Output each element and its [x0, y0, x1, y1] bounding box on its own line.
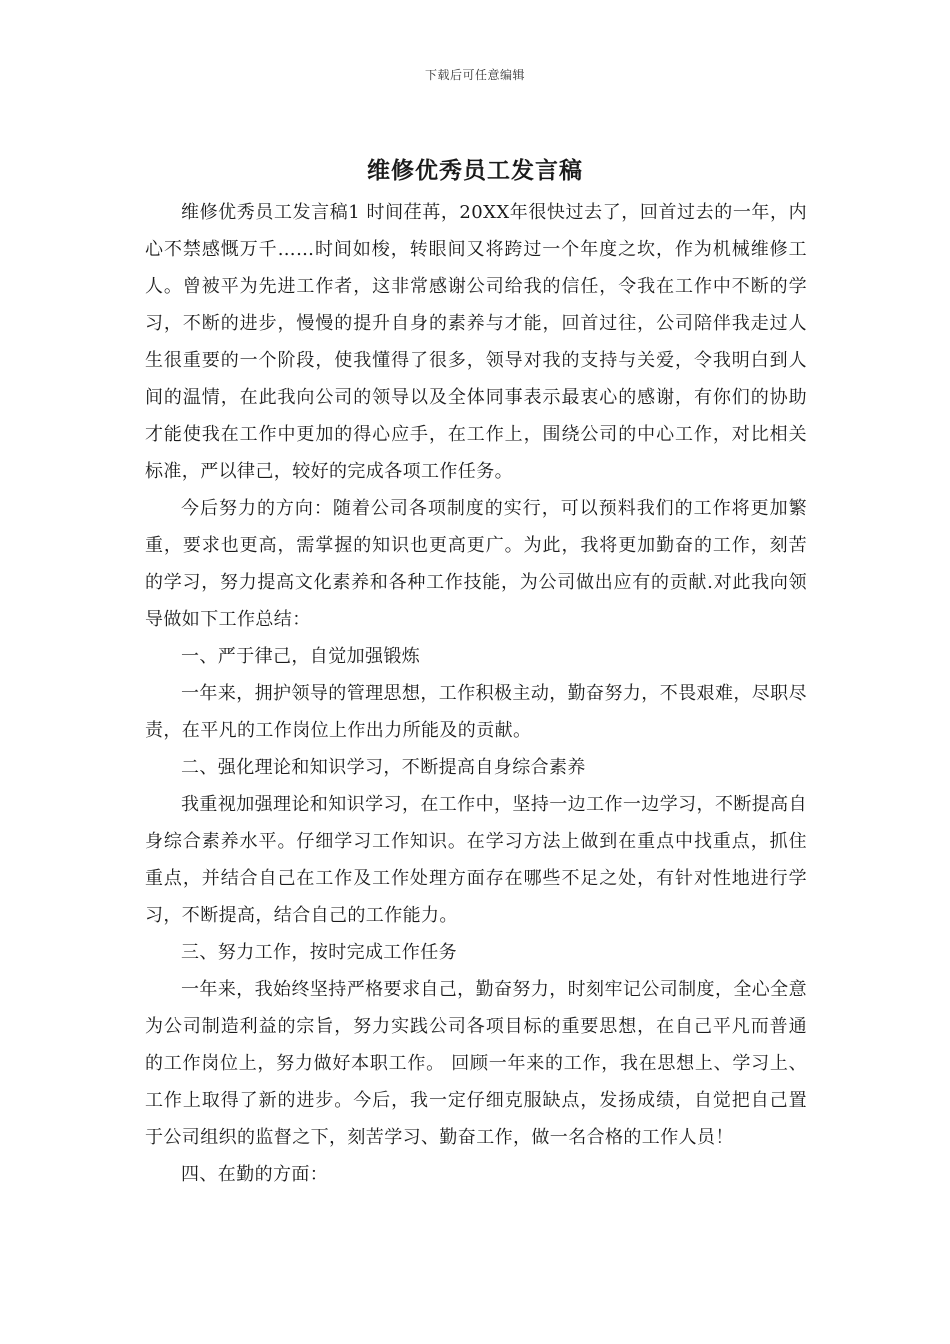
section-heading-4: 四、在勤的方面：: [181, 1164, 329, 1185]
section-heading-2: 二、强化理论和知识学习，不断提高自身综合素养: [181, 757, 586, 778]
header-note: 下载后可任意编辑: [424, 68, 525, 82]
section-heading-3: 三、努力工作，按时完成工作任务: [181, 942, 457, 963]
paragraph-future-direction: 今后努力的方向：随着公司各项制度的实行，可以预料我们的工作将更加繁重，要求也更高，需掌握的知识也更高更广。为此，我将更加勤奋的工作，刻苦的学习，努力提高文化素养和各种工作技能，为公司做出应有的贡献.对此我向领导做如下工作总结：: [145, 498, 807, 630]
section-heading-1: 一、严于律己，自觉加强锻炼: [181, 646, 421, 667]
paragraph-section-1: 一年来，拥护领导的管理思想，工作积极主动，勤奋努力，不畏艰难，尽职尽责，在平凡的工作岗位上作出力所能及的贡献。: [145, 683, 807, 741]
paragraph-intro: 维修优秀员工发言稿1 时间荏苒，20XX年很快过去了，回首过去的一年，内心不禁感慨万千……时间如梭，转眼间又将跨过一个年度之坎，作为机械维修工人。曾被平为先进工作者，这非常感谢公司给我的信任，令我在工作中不断的学习，不断的进步，慢慢的提升自身的素养与才能，回首过往，公司陪伴我走过人生很重要的一个阶段，使我懂得了很多，领导对我的支持与关爱，令我明白到人间的温情，在此我向公司的领导以及全体同事表示最衷心的感谢，有你们的协助才能使我在工作中更加的得心应手，在工作上，围绕公司的中心工作，对比相关标准，严以律己，较好的完成各项工作任务。: [145, 202, 807, 482]
document-body: [145, 194, 807, 1193]
paragraph-section-2: 我重视加强理论和知识学习，在工作中，坚持一边工作一边学习，不断提高自身综合素养水平。仔细学习工作知识。在学习方法上做到在重点中找重点，抓住重点，并结合自己在工作及工作处理方面存在哪些不足之处，有针对性地进行学习，不断提高，结合自己的工作能力。: [145, 794, 807, 926]
paragraph-section-3: 一年来，我始终坚持严格要求自己，勤奋努力，时刻牢记公司制度，全心全意为公司制造利益的宗旨，努力实践公司各项目标的重要思想，在自己平凡而普通的工作岗位上，努力做好本职工作。 回顾一年来的工作，我在思想上、学习上、工作上取得了新的进步。今后，我一定仔细克服缺点，发扬成绩，自觉把自己置于公司组织的监督之下，刻苦学习、勤奋工作，做一名合格的工作人员！: [145, 979, 807, 1148]
document-title: 维修优秀员工发言稿: [367, 157, 583, 184]
